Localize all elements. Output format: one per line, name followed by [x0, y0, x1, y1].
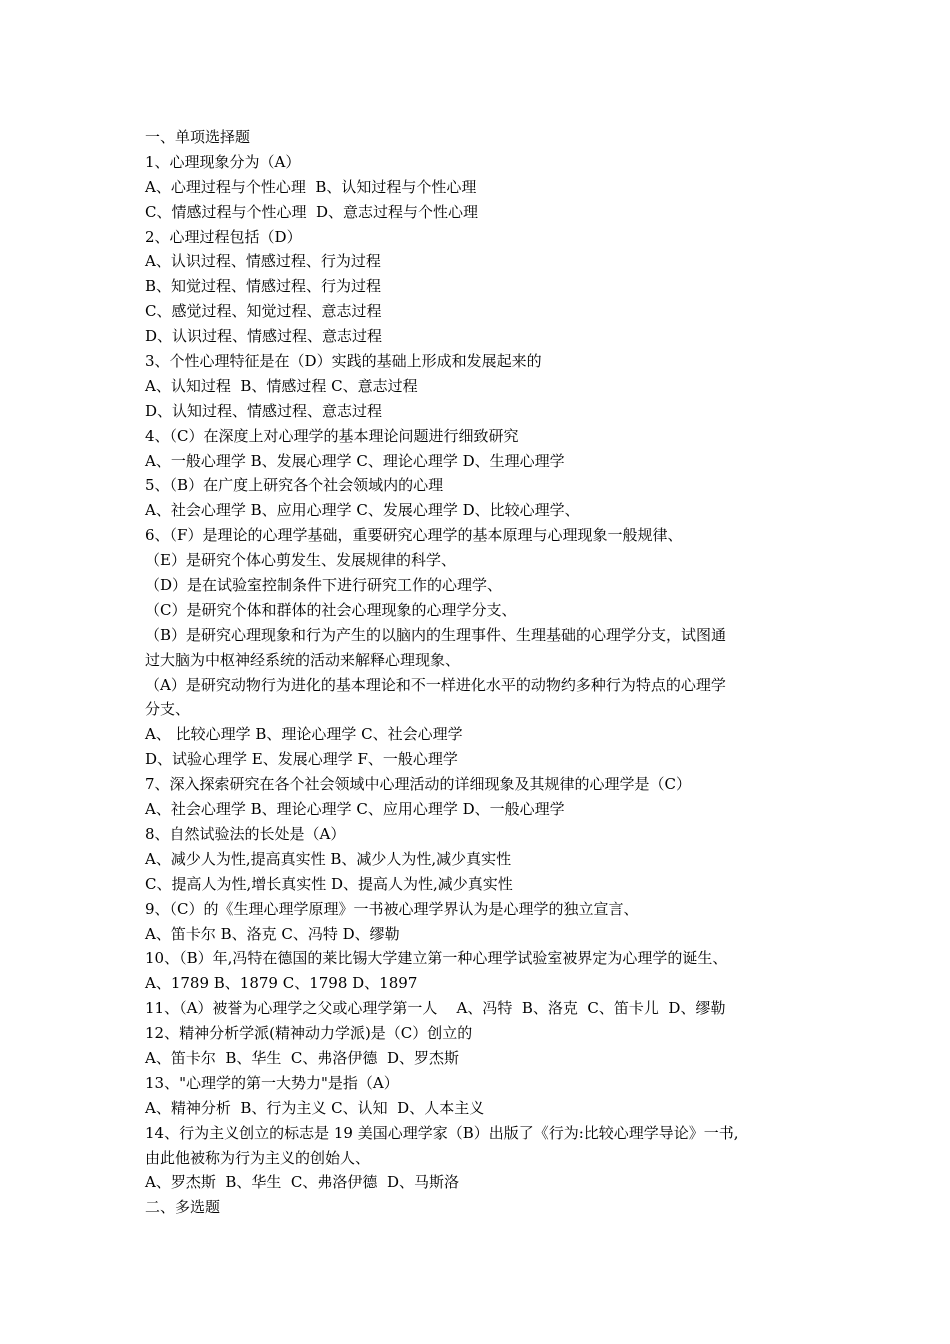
text-line: 9、（C）的《生理心理学原理》一书被心理学界认为是心理学的独立宣言、 [145, 899, 639, 918]
text-line: D、试验心理学 E、发展心理学 F、一般心理学 [145, 750, 458, 769]
text-line: 1、心理现象分为（A） [145, 152, 301, 171]
text-line: 2、心理过程包括（D） [145, 227, 302, 246]
text-line: A、1789 B、1879 C、1798 D、1897 [145, 974, 418, 993]
text-line: 一、单项选择题 [145, 128, 251, 146]
text-line: A、认知过程 B、情感过程 C、意志过程 [145, 376, 418, 395]
text-line: A、笛卡尔 B、洛克 C、冯特 D、缪勒 [145, 924, 400, 943]
text-line: C、情感过程与个性心理 D、意志过程与个性心理 [145, 202, 479, 221]
text-line: D、认知过程、情感过程、意志过程 [145, 401, 383, 420]
text-line: 5、（B）在广度上研究各个社会领域内的心理 [145, 476, 444, 495]
text-line: （B）是研究心理现象和行为产生的以脑内的生理事件、生理基础的心理学分支，试图通 [145, 625, 727, 644]
text-line: A、 比较心理学 B、理论心理学 C、社会心理学 [145, 725, 463, 744]
text-line: D、认识过程、情感过程、意志过程 [145, 327, 383, 346]
text-line: A、罗杰斯 B、华生 C、弗洛伊德 D、马斯洛 [145, 1173, 459, 1192]
text-line: 10、（B）年,冯特在德国的莱比锡大学建立第一种心理学试验室被界定为心理学的诞生、 [145, 949, 728, 968]
text-line: A、精神分析 B、行为主义 C、认知 D、人本主义 [145, 1098, 485, 1117]
text-line: A、一般心理学 B、发展心理学 C、理论心理学 D、生理心理学 [145, 451, 565, 470]
text-line: C、提高人为性,增长真实性 D、提高人为性,减少真实性 [145, 874, 513, 893]
text-line: 7、深入探索研究在各个社会领域中心理活动的详细现象及其规律的心理学是（C） [145, 775, 692, 794]
text-line: （D）是在试验室控制条件下进行研究工作的心理学、 [145, 576, 503, 595]
text-line: B、知觉过程、情感过程、行为过程 [145, 277, 382, 296]
text-line: 4、（C）在深度上对心理学的基本理论问题进行细致研究 [145, 426, 519, 445]
text-line: 过大脑为中枢神经系统的活动来解释心理现象、 [145, 650, 461, 669]
text-line: A、社会心理学 B、应用心理学 C、发展心理学 D、比较心理学、 [145, 501, 580, 520]
text-line: 13、"心理学的第一大势力"是指（A） [145, 1073, 399, 1092]
text-line: （A）是研究动物行为进化的基本理论和不一样进化水平的动物约多种行为特点的心理学 [145, 675, 726, 694]
text-line: A、社会心理学 B、理论心理学 C、应用心理学 D、一般心理学 [145, 800, 565, 819]
text-line: 3、个性心理特征是在（D）实践的基础上形成和发展起来的 [145, 352, 542, 371]
document-page [145, 125, 815, 1220]
text-line: 12、精神分析学派(精神动力学派)是（C）创立的 [145, 1024, 473, 1043]
text-line: 8、自然试验法的长处是（A） [145, 824, 346, 843]
text-line: A、笛卡尔 B、华生 C、弗洛伊德 D、罗杰斯 [145, 1048, 459, 1067]
text-line: 分支、 [145, 700, 191, 719]
text-line: 11、（A）被誉为心理学之父或心理学第一人 A、冯特 B、洛克 C、笛卡儿 D、缪勒 [145, 999, 726, 1018]
text-line: 由此他被称为行为主义的创始人、 [145, 1148, 371, 1167]
text-line: 6、（F）是理论的心理学基础，重要研究心理学的基本原理与心理现象一般规律、 [145, 526, 683, 545]
text-line: 14、行为主义创立的标志是 19 美国心理学家（B）出版了《行为:比较心理学导论》一书, [145, 1123, 739, 1142]
text-line: （C）是研究个体和群体的社会心理现象的心理学分支、 [145, 600, 517, 619]
text-line: A、减少人为性,提高真实性 B、减少人为性,减少真实性 [145, 849, 512, 868]
text-line: A、心理过程与个性心理 B、认知过程与个性心理 [145, 177, 477, 196]
text-line: A、认识过程、情感过程、行为过程 [145, 252, 381, 271]
text-line: 二、多选题 [145, 1198, 221, 1217]
text-line: C、感觉过程、知觉过程、意志过程 [145, 302, 382, 321]
text-line: （E）是研究个体心剪发生、发展规律的科学、 [145, 551, 456, 570]
